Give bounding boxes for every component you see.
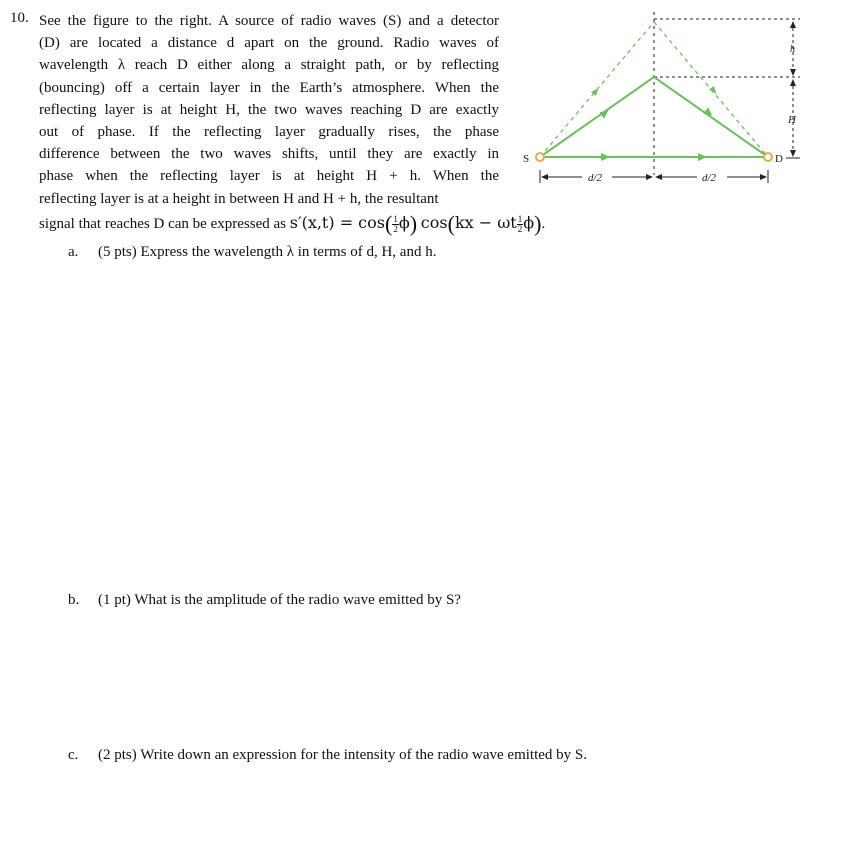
height-h-label: h xyxy=(790,44,795,55)
source-label: S xyxy=(523,153,530,165)
half-distance-right: d/2 xyxy=(702,172,717,184)
dim-arrowhead xyxy=(541,174,548,180)
part-b-text: (1 pt) What is the amplitude of the radio wave emitted by S? xyxy=(98,592,461,608)
part-c: c. (2 pts) Write down an expression for the intensity of the radio wave emitted by S. xyxy=(68,747,588,763)
reflect-path-down xyxy=(654,77,768,157)
H-arrow-down xyxy=(790,150,796,157)
dashed-path-down xyxy=(654,22,768,157)
H-arrow-up xyxy=(790,79,796,86)
half-distance-left: d/2 xyxy=(588,172,603,184)
equation-inner: kx − ωt xyxy=(454,213,517,232)
direct-arrowhead xyxy=(601,153,610,161)
height-H-label: H xyxy=(788,114,796,126)
reflect-arrowhead xyxy=(599,107,610,118)
reflect-path-up xyxy=(540,77,654,157)
dim-arrowhead xyxy=(655,174,662,180)
question-line: See the figure to the right. A source of radio waves (S) and a detector xyxy=(39,13,499,29)
question-line: out of phase. If the reflecting layer gradually rises, the phase xyxy=(39,124,499,141)
phi-symbol: ϕ xyxy=(398,213,410,232)
h-arrow-up xyxy=(790,21,796,28)
reflect-arrowhead xyxy=(703,107,714,118)
question-line: wavelength λ reach D either along a straight path, or by reflecting xyxy=(39,57,499,74)
fraction: $\frac{1}{2}$ xyxy=(517,214,523,235)
question-line: reflecting layer is at a height in between H and H + h, the resultant xyxy=(39,190,439,207)
part-a: a. (5 pts) Express the wavelength λ in terms of d, H, and h. xyxy=(68,244,437,260)
dashed-arrowhead xyxy=(591,86,601,96)
part-c-text: (2 pts) Write down an expression for the intensity of the radio wave emitted by S. xyxy=(98,747,588,763)
direct-arrowhead xyxy=(698,153,707,161)
question-line: (bouncing) off a certain layer in the Earth’s atmosphere. When the xyxy=(39,79,499,96)
question-line: (D) are located a distance d apart on the ground. Radio waves of xyxy=(39,35,499,52)
equation-prefix: signal that reaches D can be expressed as xyxy=(39,216,286,232)
source-point xyxy=(536,153,544,161)
equation-cos: cos xyxy=(420,213,448,232)
equation-line: signal that reaches D can be expressed as s′(x,t) = cos( $\frac{1}{2}$ ϕ) cos(kx − ωt $\frac{1}{2}$ ϕ). xyxy=(39,211,546,236)
question-number: 10. xyxy=(10,10,29,26)
part-a-text: (5 pts) Express the wavelength λ in terms of d, H, and h. xyxy=(98,244,437,260)
detector-point xyxy=(764,153,772,161)
dim-arrowhead xyxy=(646,174,653,180)
dim-arrowhead xyxy=(760,174,767,180)
equation-lhs: s′(x,t) = cos xyxy=(289,213,385,232)
h-arrow-down xyxy=(790,69,796,76)
question-text xyxy=(39,10,499,210)
question-line: difference between the two waves shifts, until they are exactly in xyxy=(39,146,499,163)
dashed-path-up xyxy=(540,22,654,157)
phi-symbol: ϕ xyxy=(523,213,535,232)
dashed-arrowhead xyxy=(709,86,719,96)
part-b: b. (1 pt) What is the amplitude of the radio wave emitted by S? xyxy=(68,592,461,608)
fraction: $\frac{1}{2}$ xyxy=(393,214,398,235)
detector-label: D xyxy=(775,153,783,165)
question-line: phase when the reflecting layer is at height H + h. When the xyxy=(39,168,499,185)
question-line: reflecting layer is at height H, the two waves reaching D are exactly xyxy=(39,101,499,118)
